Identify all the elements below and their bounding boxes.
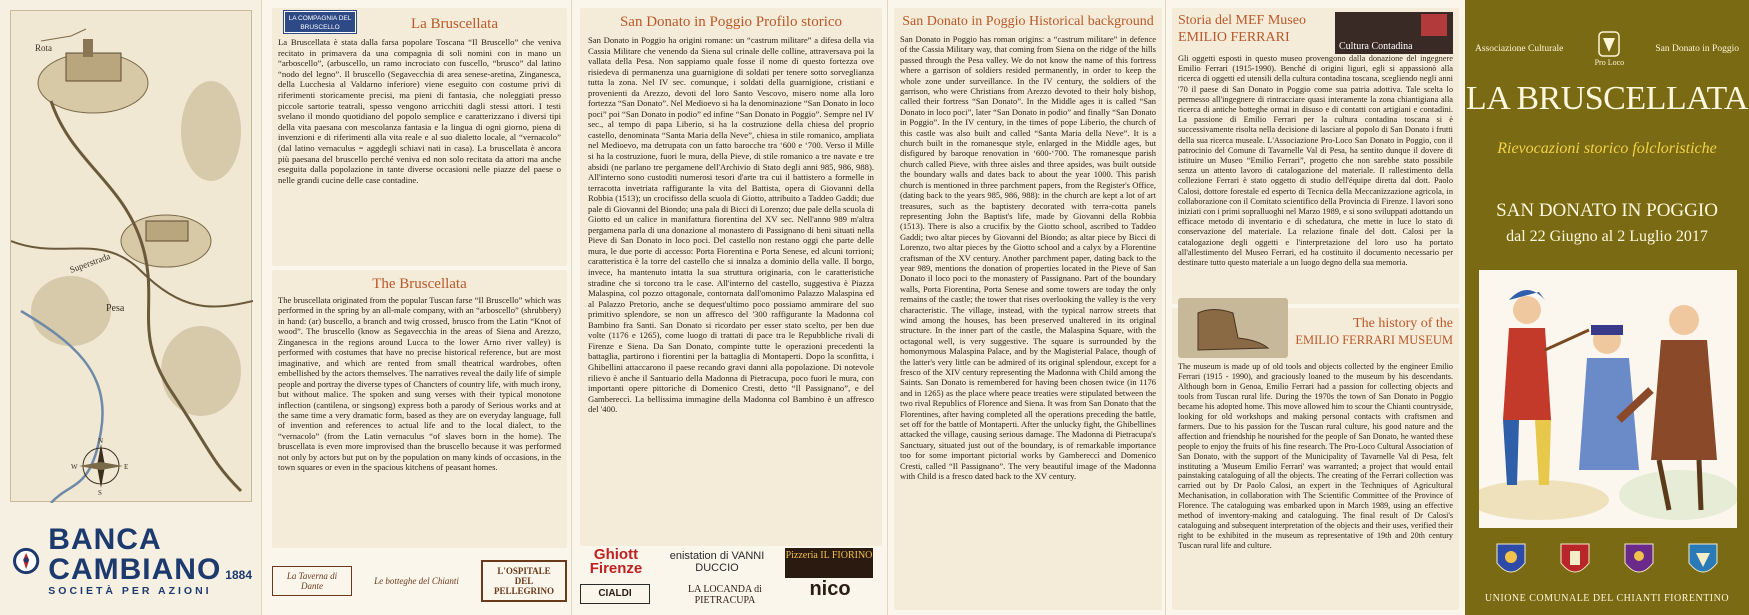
compass-w: W [71, 463, 78, 471]
museum-text-it: Gli oggetti esposti in questo museo provengono dalla donazione del ingegnere Emilio Ferrari (1915-1990). Benché di origini liguri, egli si appassionò alla ricerca di oggetti ed utensili della cultura contadina toscana, scegliendo negli anni '70 il paese di San Donato in Poggio come sua patria adottiva. Tale scelta lo permesso all'ingegnere di rintracciare quasi interamente la zona chiantigiana alla ricerca di antiche botteghe ormai in disuso e di contatti con artigiani e contadini. La passione di Emilio Ferrari per la cultura contadina toscana si è successivamente risolta nella decisione di lasciare al popolo di San Donato i frutti della sua ricerca museale. L'Associazione Pro-Loco San Donato in Poggio, con il patrocinio del Comune di Tavarnelle Val di Pesa, ha sentito dunque il dovere di istituire un Museo “Emilio Ferrari”, progetto che non sarebbe stato possibile senza un attento lavoro di catalogazione del materiale. Il rallestimento della collezione Ferrari è stato oggetto di studio dell'équipe diretta dal dott. Paolo Calosi, dottore forestale ed esperto di Tecnica della Meccanizzazione agricola, in collaborazione con il Comitato scientifico della Provincia di Firenze. I lavori sono iniziati con i primi sopralluoghi nel Marzo 1989, e si sono sviluppati adottando un efficace metodo di inventario e di schedatura, che mette in luce lo stato di conservazione del materiale. La relazione finale del dott. Calosi per la catalogazione degli oggetti e l'interpretazione del loro uso ha portato all'allestimento del Museo Ferrari, ed ha costituito il documento necessario per destinare tutto questo materiale a un luogo degno della sua memoria. [1178, 54, 1453, 268]
illustrated-map [10, 10, 252, 502]
sponsor-nico: nico [809, 578, 851, 600]
crest-greve-icon [1558, 541, 1592, 581]
sponsor-botteghe: Le botteghe del Chianti [374, 575, 459, 586]
map-label-pesa: Pesa [106, 303, 125, 314]
profilo-text: San Donato in Poggio ha origini romane: un “castrum militare” a difesa della via Cassia Militare che venendo da Siena sul crinale delle colline, attraversava poi la vallata della Pesa. Non sappiamo quale fosse il nome di questo fortezza ove risiedeva di permanenza una guarnigione di soldati per tenere sotto sorveglianza tutta la zona. Nel IV sec. comunque, i soldati della guarnigione, cristiani e provenienti da Arezzo, devoti del loro Santo Vescovo, misero nome alla loro fortezza “San Donato”. Nel Medioevo si ha la denominazione “San Donato in loco poci” poi “San Donato in podio” ed infine “San Donato in Poggio”. Sempre nel IV sec., al tempo di papa Liberio, si ha la costruzione della chiesa del proprio castello, denominata “Santa Maria della Neve”, chiesa in stile romanico, ampliata nel Medioevo, ma detrupata con un fatto barocche tra ‘600 e ‘700. Verso il Mille si ha la costruzione, fuori le mura, della Pieve, di stile romanico a tre navate e tre absidi (ne parlano tre pergamene dell'Archivio di Stato degli anni 985, 986, 988). All'interno sono custoditi numerosi tesori d'arte tra cui il battistero a formelle in terracotta invetriata raffigurante la vita del Battista, opera di Giovanni della Robbia (1513); un crocifisso della scuola di Giotto, attribuito a Taddeo Gaddi; due pale di Giovanni del Biondo; una pala di Bicci di Lorenzo; due pale della scuola di Giotto ed un calice in manifattura fiorentina del XV sec. Nell'anno 989 m'altra pergamena parla di una donazione al monastero di Passignano di beni situati nella Pieve di San Donato in loco poci. Del castello non restano oggi che parte delle mura, le due porte di accesso: Porta Fiorentina e Porta Senese, ed alcuni torrioni; caratteristica è la torre del castello che si innalza a dominio della valle. Il borgo, invece, ha mantenuto intatta la sua struttura originaria, con le caratteristiche stradine che si torcono tra le case. All'interno del castello, suggestiva è Piazza Malaspina, col pozzo ottagonale, contornata dall'omonimo Palazzo Malaspina ed al Palazzo Pretorio, anche se dequest'ultimo poco possiamo ammirare del suo primitivo splendore, se non un affresco del '300 raffigurante la Madonna col Bambino fra Santi. San Donato si ricordato per esser stato scelto, per ben due volte (1176 e 1265), come luogo di trattati di pace tra le Repubbliche rivali di Firenze e Siena. Da San Donato, compinte tutte le operazioni precedenti la battaglia, partirono i fiorentini per la battaglia di Montaperti. Dopo la sconfitta, i Ghibellini attaccarono il paese recando gravi danni alla popolazione. Di notevole rilievo è anche il Santuario della Madonna di Pietracupa, poco fuori le mura, con importanti opere pittoriche di Domenico Cresti, detto “Il Passignano”, e del Gambereccì. La bellissima immagine della Madonna col Bambino è un affresco del '400. [588, 35, 874, 415]
cover-place: SAN DONATO IN POGGIO [1496, 200, 1718, 221]
bank-subtitle: SOCIETÀ PER AZIONI [48, 585, 212, 597]
bank-name-line2: CAMBIANO [48, 553, 222, 586]
banca-cambiano-logo [12, 515, 252, 607]
sponsor-ospitale: L'OSPITALE DEL PELLEGRINO [481, 560, 567, 602]
cover-dates: dal 22 Giugno al 2 Luglio 2017 [1506, 228, 1708, 245]
pro-loco-crest-icon [1595, 30, 1623, 58]
museum-title-it-1: Storia del MEF Museo [1178, 13, 1306, 28]
museum-title-it-2: EMILIO FERRARI [1178, 30, 1290, 45]
crest-tavarnelle-icon [1622, 541, 1656, 581]
sponsor-taverna: La Taverna di Dante [272, 566, 352, 596]
museum-italian-box [1172, 8, 1459, 304]
museum-text-en: The museum is made up of old tools and objects collected by the engineer Emilio Ferrari (1915 - 1990), and graciously loaned to the museum by his descendants. Although born in Genoa, Emilio Ferrari had a passion for collecting objects and tools from Tuscan rural life. During the 1970s the town of San Donato in Poggio became his adopted home. This move allowed him to scour the Chianti countryside, looking for old workshops and making personal contacts with craftsmen and farmers. Due to his passion for the Tuscan rural culture, his good nature and the affection and friendship he nourished for the people of San Donato, he wanted these people to enjoy the fruits of his fine research. The Pro-Loco Cultural Association of San Donato, with the support of the Municipality of Tavarnelle Val di Pesa, felt instituting a 'Museum Emilio Ferrari' was warranted; a project that would entail painstaking cataloguing of all the objects. The creating of the Ferrari collection was carried out by Dr Paolo Calosi, an expert in the Techniques of Agricultural Mechanisation, in collaboration with The Scientific Committee of the Province of Florence. The cataloguing was embarked upon in March 1989, using an effective method of inventory-making and cataloguing. The final result of Dr Calosi's cataloguing and subsequent interpretation of the objects and their uses, verified their right to be exhibited in the museum as representative of 19th and 20th century Tuscan rural life and culture. [1178, 362, 1453, 551]
costumed-figures-drawing [1479, 270, 1737, 528]
crest-barberino-icon [1494, 541, 1528, 581]
compagnia-badge: LA COMPAGNIA DEL BRUSCELLO [284, 11, 356, 33]
museum-title-en-1: The history of the [1353, 316, 1453, 331]
old-tool-photo [1178, 298, 1288, 358]
sponsor-row-2 [580, 548, 882, 610]
pro-loco-label: Pro Loco [1594, 58, 1625, 67]
bruscellata-panel [262, 0, 572, 615]
cover-watercolor-illustration [1479, 270, 1737, 528]
bruscellata-text-en: The bruscellata originated from the popular Tuscan farse “Il Bruscello” which was performed in the spring by an all-male company, with an “arboscello” (shrubbery) in hand: (ar) buscello, a branch and twig crossed, brusco from the Latin “Knot of wood”. The bruscello (know as Segavecchia in the areas of Siena and Arezzo, Zinganesca in the regions around Lucca to the lower Arno river valley) is performed with costumes that have no precise historical reference, but are most imaginative, and which are rented from small theatrical wardrobes, often embellished by the actors themselves. The narratives reveal the daily life of simple people and portray the diverse types of Chancters of country life, with much irony, but without malice. The spoken and sung verses with their typical monotone inflection (cantilena, or singsong) express both a parody of Serious works and at the same time a very dramatic form, based as they are on everyday language, full of invention and references to actual life and to the local dialect, to the “vernacolo” (from the Latin vernaculus “of slaves born in the home). The bruscellata is even more improvised than the bruscello because it was performed not only by actors but put on by the population on many kinds of occasions, in the town squares or even in the spacious kitchens of peasant homes. [278, 295, 561, 473]
assoc-left: Associazione Culturale [1475, 43, 1564, 54]
bank-year: 1884 [225, 568, 252, 582]
bruscellata-english-box [272, 270, 567, 548]
crest-san-casciano-icon [1686, 541, 1720, 581]
sponsor-cialdi: CIALDI [580, 584, 650, 604]
map-drawing [11, 11, 253, 503]
profilo-title: San Donato in Poggio Profilo storico [619, 14, 843, 30]
sponsor-row-1 [272, 553, 567, 608]
bruscellata-italian-box [272, 8, 567, 266]
museum-title-en-2: EMILIO FERRARI MUSEUM [1295, 333, 1453, 347]
cover-panel [1465, 0, 1749, 615]
sponsor-fiorino: Pizzeria IL FIORINO [785, 548, 873, 578]
sponsor-enistation: enistation di VANNI DUCCIO [669, 550, 765, 574]
cultura-contadina-photo [1335, 12, 1453, 54]
bank-name-line1: BANCA [48, 523, 162, 556]
profilo-storico-panel [572, 0, 888, 615]
map-label-rota: Rota [35, 43, 52, 53]
bruscellata-title-en: The Bruscellata [372, 276, 467, 292]
museum-panel [1166, 0, 1465, 615]
compass-e: E [124, 463, 129, 471]
sponsor-locanda: LA LOCANDA di PIETRACUPA [688, 584, 762, 606]
bruscellata-text-it: La Bruscellata è stata dalla farsa popolare Toscana “Il Bruscello” che veniva recitato in primavera da una compagnia di soli nomini con in mano un “arboscello”, (arbuscello, un ramo incrociato con fuscello, “brusco” dal latino “nodo del legno”. Il bruscello (Segavecchia di area senese-aretina, Zinganesca, della Lucchesia al Valdarno inferiore) viene eseguito con costume privi di riferimenti storicamente precisi, ma pieni di fantasia, che noleggiati presso piccole sartorie teatrali, spesso vengono arricchiti dagli stessi attori. I testi svelano il mondo quotidiano del popolo semplice e caratterizzano i diversi tipi della vita paesana con mescolanza fantasia e la lingua di ogni giorno, piena di invenzioni e di riferimenti alla vita reale e al suo dialetto locale, al “vernacolo” (dal latino vernaculus = aggdegli schiavi nati in casa). La bruscellata è ancora più paesana del bruscello perché veniva ed non solo recitata da attori ma anche eseguita dalla popolazione in tante diverse occasioni nelle piazze del paese o nelle grandi cucine delle case contadine. [278, 37, 561, 185]
compass-s: S [98, 489, 102, 496]
historical-background-panel [888, 0, 1166, 615]
cover-association [1475, 30, 1739, 67]
compass-rose-icon [71, 436, 131, 496]
cover-union-label: UNIONE COMUNALE DEL CHIANTI FIORENTINO [1484, 593, 1730, 604]
history-title: San Donato in Poggio Historical background [902, 14, 1154, 29]
compass-n: N [98, 437, 104, 445]
map-panel [0, 0, 262, 615]
bruscellata-title-it: La Bruscellata [410, 16, 499, 32]
historical-background-box [894, 8, 1162, 610]
photo-caption: Cultura Contadina [1339, 41, 1413, 52]
bank-crest-icon [12, 529, 40, 593]
museum-english-box [1172, 308, 1459, 610]
profilo-storico-box [580, 8, 882, 546]
map-label-superstrada: Superstrada [68, 250, 112, 275]
boot-tool-icon [1178, 298, 1288, 358]
cover-title: LA BRUSCELLATA [1465, 80, 1749, 117]
assoc-right: San Donato in Poggio [1655, 43, 1739, 54]
cover-subtitle: Rievocazioni storico folcloristiche [1497, 140, 1717, 157]
municipal-crests [1465, 541, 1749, 581]
sponsor-ghiott: Ghiott Firenze [589, 546, 643, 577]
history-text: San Donato in Poggio has roman origins: a “castrum militare” in defence of the Cassia Military way, that coming from Siena on the ridge of the hills passed through the Pesa valley. We do not know the name of this fortress where a garrison of soldiers resided permanently, in order to keep the whole zone under surveillance. In the IV century, the soldiers of the garrison, who were Christians from Arezzo devoted to their holy bishop, called their fortress “San Donato”. In the Middle ages it is called “San Donato in loco poci”, later “San Donato in podio” and finally “San Donato in Poggio”. In the IV century, in the times of pope Liberio, the church of this castle was also built and called “Santa Maria della Neve”. It is a church built in the romanesque style, enlarged in the Middle ages, but disfigured by baroque renovation in ‘600-‘700. The romanesque parish church called Pieve, with three aisles and three apsides, was built outside the boundary walls and dates back to about the year 1000. This parish church is mentioned in three parchment papers, from the Register's Office, (dating back to the years 985, 986, 988): in the church are kept a lot of art treasures, such as the baptistery decorated with terra-cotta panels representing John the Baptist's life, made by Giovanni della Robbia (1513). There is also a crucifix by the Giotto school, ascribed to Taddeo Gaddi; two altar pieces by Giovanni del Biondo; as altar piece by Bicci di Lorenzo, two altar pieces by the Giotto school and a calyx by a Florentine craftsman of the XV century. Another parchment paper, dating back to the year 989, mentions the donation of properties located in the Pieve of San Donato il loco poci to the monastery of Passignano. Part of the boundary walls, Porta Fiorentina, Porta Senese and some towers are today the only remains of the castle; the tower that rises overlooking the valley is the very characteristic. The village, instead, with the typical narrow streets that wind among the houses, has been preserved unaltered in its original structure. In the inner part of the castle, the Malaspina Square, with the octagonal well, is very suggestive. The square is surrounded by the homonymous Malaspina Palace, and by the Magisterial Palace, though of the latter's very little can be admired of its original splendour, except for a fresco of the XIV century representing the Madonna with Child among the Saints. San Donato is remembered for having been chosen twice (in 1176 and in 1265) as the place where peace treaties were stipulated between the two rival Republics of Florence and Siena. It was from San Donato that the Florentines, after having completed all the operations preceding the battle, set off for the battle of Montaperti. After the unlucky fight, the Ghibellines attacked the village, causing serious damage. The Madonna di Pietracupa's Sanctuary, situated just out of the boundary, is of remarkable importance too for some important pictorial works by Gambereccì and Domenico Cresti, called “Il Passignano”. The very beautiful image of the Madonna with Child is a fresco dated back to the XV century. [900, 34, 1156, 482]
